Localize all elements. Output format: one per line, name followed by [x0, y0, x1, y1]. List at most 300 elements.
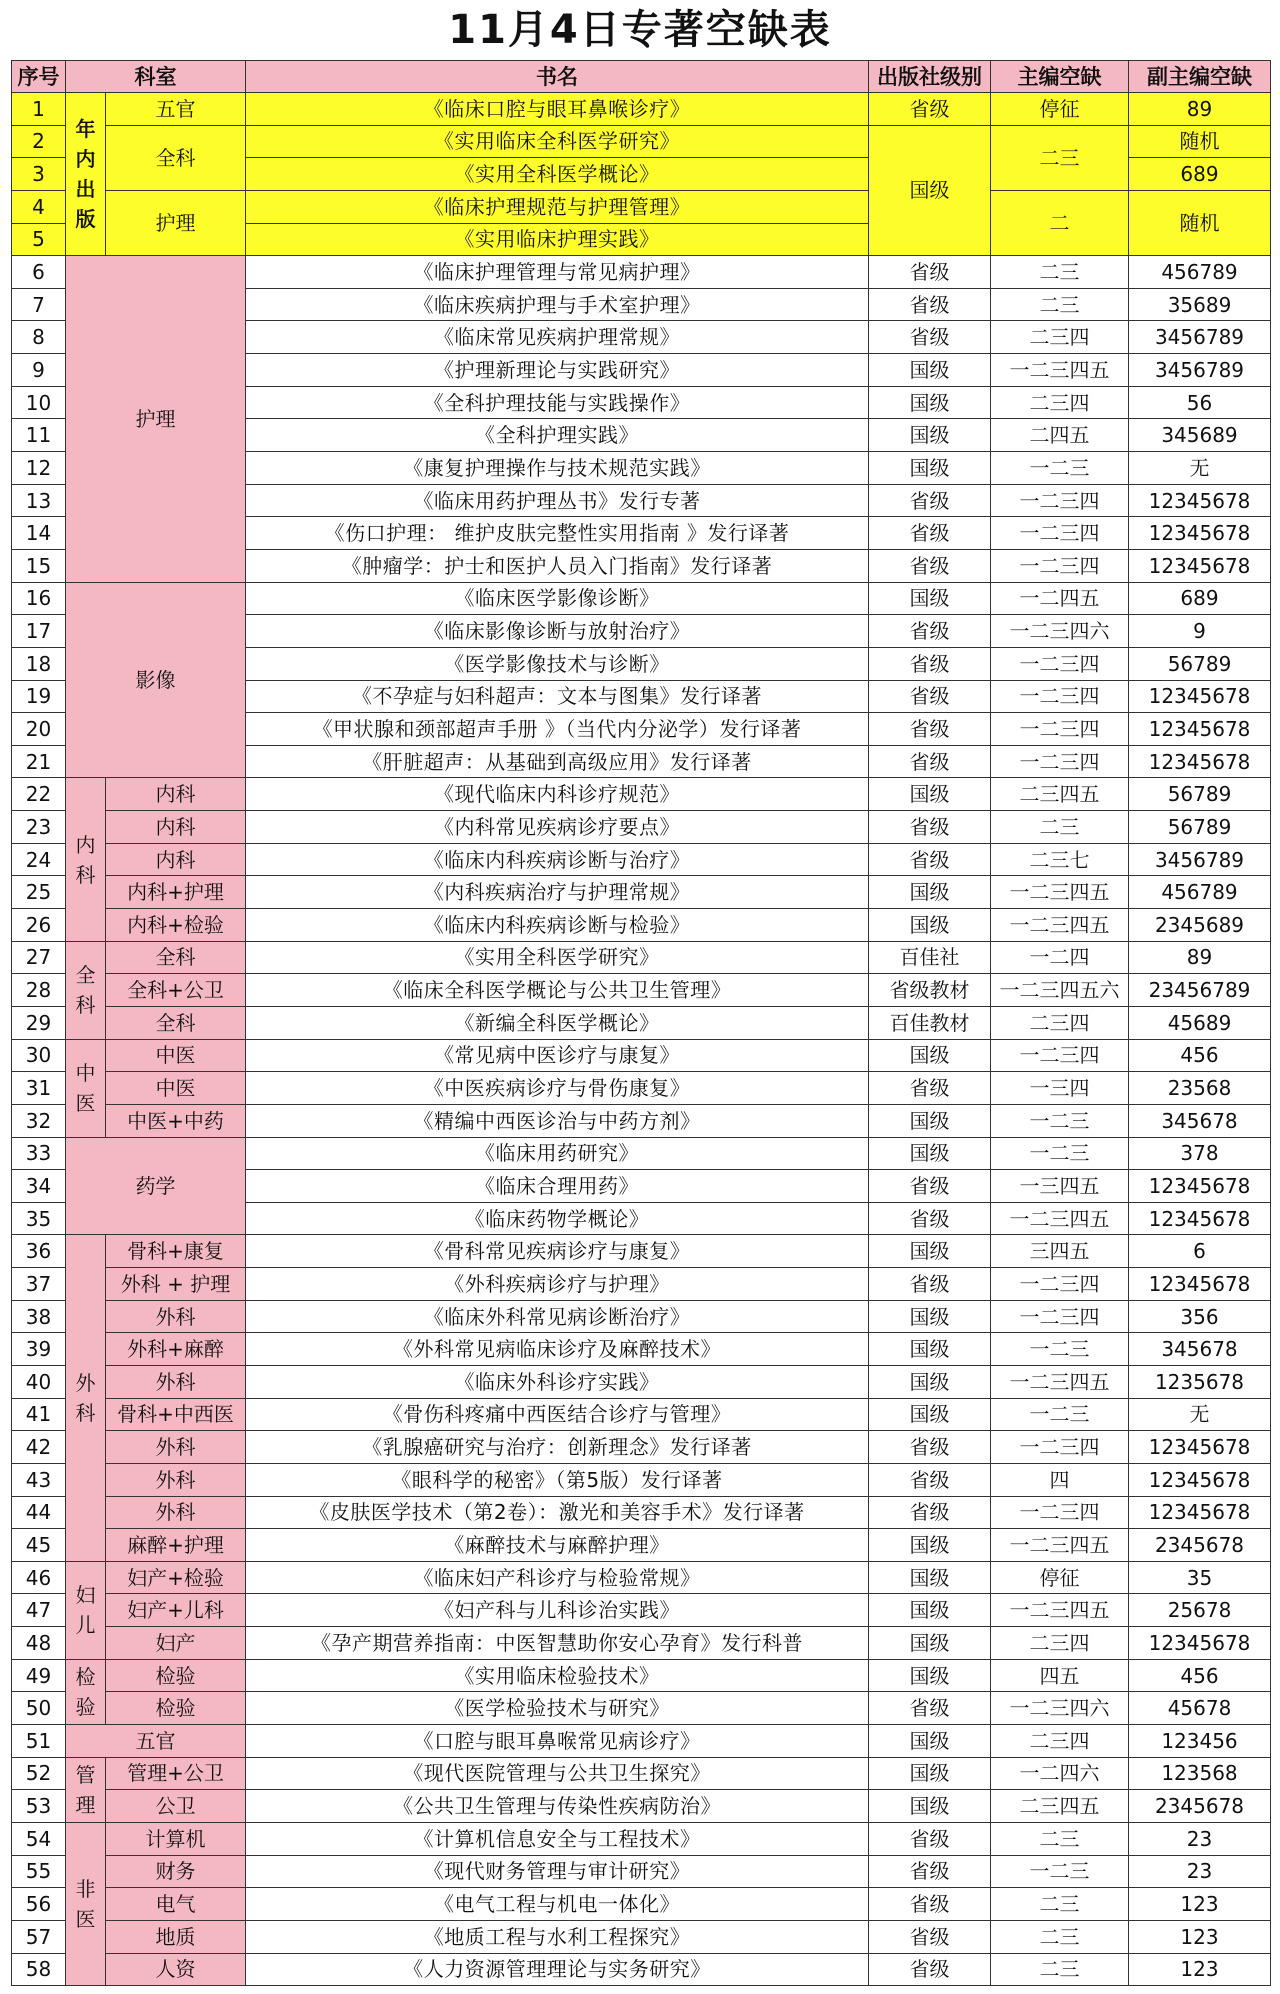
- press-cell: 省级: [869, 549, 991, 582]
- editor-cell: 一二三: [991, 1398, 1129, 1431]
- press-cell: 省级: [869, 1888, 991, 1921]
- dept-cell: 五官: [66, 1725, 246, 1758]
- deputy-cell: 123568: [1129, 1757, 1271, 1790]
- seq-cell: 8: [12, 321, 66, 354]
- deputy-cell: 9: [1129, 615, 1271, 648]
- dept-cell: 中医: [106, 1039, 246, 1072]
- dept-cell: 内科: [106, 843, 246, 876]
- table-row: [12, 1496, 1271, 1529]
- table-row: [12, 93, 1271, 126]
- seq-cell: 12: [12, 452, 66, 485]
- dept-cell: 妇产+儿科: [106, 1594, 246, 1627]
- editor-cell: 二三: [991, 1953, 1129, 1986]
- seq-cell: 43: [12, 1463, 66, 1496]
- deputy-cell: 345678: [1129, 1104, 1271, 1137]
- deputy-cell: 23: [1129, 1822, 1271, 1855]
- seq-cell: 9: [12, 354, 66, 387]
- dept-cell: 外科: [106, 1300, 246, 1333]
- editor-cell: 二三四: [991, 386, 1129, 419]
- seq-cell: 3: [12, 158, 66, 191]
- dept-cell: 财务: [106, 1855, 246, 1888]
- book-cell: 《常见病中医诊疗与康复》: [246, 1039, 869, 1072]
- seq-cell: 11: [12, 419, 66, 452]
- dept-cell: 骨科+中西医: [106, 1398, 246, 1431]
- dept-cell: 电气: [106, 1888, 246, 1921]
- book-cell: 《伤口护理： 维护皮肤完整性实用指南 》发行译著: [246, 517, 869, 550]
- press-cell: 省级: [869, 1170, 991, 1203]
- book-cell: 《口腔与眼耳鼻喉常见病诊疗》: [246, 1725, 869, 1758]
- press-cell: 国级: [869, 582, 991, 615]
- press-cell: 国级: [869, 778, 991, 811]
- dept-cell: 全科: [106, 1006, 246, 1039]
- press-cell: 国级: [869, 1627, 991, 1660]
- table-row: [12, 1920, 1271, 1953]
- editor-cell: 二三: [991, 811, 1129, 844]
- editor-cell: 一二三四: [991, 484, 1129, 517]
- book-cell: 《乳腺癌研究与治疗：创新理念》发行译著: [246, 1431, 869, 1464]
- dept-cell: 全科: [106, 941, 246, 974]
- book-cell: 《精编中西医诊治与中药方剂》: [246, 1104, 869, 1137]
- deputy-cell: 6: [1129, 1235, 1271, 1268]
- book-cell: 《临床外科诊疗实践》: [246, 1365, 869, 1398]
- seq-cell: 1: [12, 93, 66, 126]
- press-cell: 国级: [869, 1137, 991, 1170]
- press-cell: 省级: [869, 484, 991, 517]
- book-cell: 《实用全科医学研究》: [246, 941, 869, 974]
- dept-cell: 外科+麻醉: [106, 1333, 246, 1366]
- book-cell: 《外科常见病临床诊疗及麻醉技术》: [246, 1333, 869, 1366]
- editor-cell: 一二三: [991, 452, 1129, 485]
- press-cell: 国级: [869, 1104, 991, 1137]
- seq-cell: 4: [12, 190, 66, 223]
- deputy-cell: 2345678: [1129, 1790, 1271, 1823]
- table-row: [12, 1855, 1271, 1888]
- book-cell: 《现代临床内科诊疗规范》: [246, 778, 869, 811]
- deputy-cell: 35689: [1129, 288, 1271, 321]
- book-cell: 《临床用药研究》: [246, 1137, 869, 1170]
- deputy-cell: 123456: [1129, 1725, 1271, 1758]
- press-cell: 省级: [869, 288, 991, 321]
- press-cell: 省级: [869, 680, 991, 713]
- dept-cell: 妇产+检验: [106, 1561, 246, 1594]
- dept-cell: 妇产: [106, 1627, 246, 1660]
- year-group-label: [66, 93, 106, 256]
- press-cell: 国级: [869, 386, 991, 419]
- seq-cell: 15: [12, 549, 66, 582]
- table-row: [12, 1300, 1271, 1333]
- book-cell: 《现代医院管理与公共卫生探究》: [246, 1757, 869, 1790]
- seq-cell: 32: [12, 1104, 66, 1137]
- seq-cell: 51: [12, 1725, 66, 1758]
- seq-cell: 58: [12, 1953, 66, 1986]
- editor-cell: 二三: [991, 1822, 1129, 1855]
- press-cell: 国级: [869, 419, 991, 452]
- deputy-cell: 12345678: [1129, 1463, 1271, 1496]
- deputy-cell: 56789: [1129, 811, 1271, 844]
- vacancy-table: [11, 60, 1271, 1986]
- deputy-cell: 89: [1129, 93, 1271, 126]
- editor-cell: 一二三四: [991, 713, 1129, 746]
- seq-cell: 16: [12, 582, 66, 615]
- deputy-cell: 456: [1129, 1659, 1271, 1692]
- deputy-cell: 12345678: [1129, 1627, 1271, 1660]
- press-cell: 省级: [869, 843, 991, 876]
- seq-cell: 24: [12, 843, 66, 876]
- press-cell: 省级: [869, 1855, 991, 1888]
- seq-cell: 22: [12, 778, 66, 811]
- press-cell: 省级: [869, 256, 991, 289]
- book-cell: 《康复护理操作与技术规范实践》: [246, 452, 869, 485]
- editor-cell: 一二三四: [991, 549, 1129, 582]
- editor-cell: 一三四五: [991, 1170, 1129, 1203]
- table-row: [12, 1953, 1271, 1986]
- seq-cell: 50: [12, 1692, 66, 1725]
- dept-cell: 计算机: [106, 1822, 246, 1855]
- book-cell: 《临床影像诊断与放射治疗》: [246, 615, 869, 648]
- seq-cell: 18: [12, 647, 66, 680]
- book-cell: 《临床医学影像诊断》: [246, 582, 869, 615]
- dept-group-label: [66, 1561, 106, 1659]
- seq-cell: 40: [12, 1365, 66, 1398]
- book-cell: 《临床合理用药》: [246, 1170, 869, 1203]
- table-row: [12, 190, 1271, 223]
- table-row: [12, 1072, 1271, 1105]
- editor-cell: 二三: [991, 125, 1129, 190]
- deputy-cell: 1235678: [1129, 1365, 1271, 1398]
- table-row: [12, 941, 1271, 974]
- dept-group-label: [66, 1757, 106, 1822]
- deputy-cell: 3456789: [1129, 843, 1271, 876]
- press-cell: 省级: [869, 1202, 991, 1235]
- book-cell: 《临床内科疾病诊断与治疗》: [246, 843, 869, 876]
- press-cell: 国级: [869, 452, 991, 485]
- seq-cell: 25: [12, 876, 66, 909]
- seq-cell: 44: [12, 1496, 66, 1529]
- editor-cell: 停征: [991, 1561, 1129, 1594]
- editor-cell: 二三四: [991, 1627, 1129, 1660]
- seq-cell: 42: [12, 1431, 66, 1464]
- deputy-cell: 689: [1129, 158, 1271, 191]
- dept-group-text: 内科: [75, 832, 96, 887]
- dept-group-text: 妇儿: [75, 1583, 96, 1638]
- editor-cell: 二三: [991, 288, 1129, 321]
- press-cell: 省级: [869, 1463, 991, 1496]
- table-row: [12, 1333, 1271, 1366]
- deputy-cell: 45689: [1129, 1006, 1271, 1039]
- dept-group-text: 非医: [75, 1877, 96, 1932]
- editor-cell: 一二三四五: [991, 1365, 1129, 1398]
- table-row: [12, 1659, 1271, 1692]
- header-editor: 主编空缺: [991, 61, 1129, 93]
- seq-cell: 31: [12, 1072, 66, 1105]
- dept-group-label: [66, 1822, 106, 1985]
- press-cell: 国级: [869, 1659, 991, 1692]
- table-row: [12, 1137, 1271, 1170]
- press-cell: 省级: [869, 321, 991, 354]
- table-row: [12, 909, 1271, 942]
- editor-cell: 一二三四六: [991, 615, 1129, 648]
- editor-cell: 二三: [991, 1888, 1129, 1921]
- book-cell: 《现代财务管理与审计研究》: [246, 1855, 869, 1888]
- deputy-cell: 56789: [1129, 647, 1271, 680]
- dept-group-text: 检验: [75, 1664, 96, 1719]
- book-cell: 《公共卫生管理与传染性疾病防治》: [246, 1790, 869, 1823]
- editor-cell: 二三七: [991, 843, 1129, 876]
- book-cell: 《临床常见疾病护理常规》: [246, 321, 869, 354]
- editor-cell: 一二三四五: [991, 1529, 1129, 1562]
- book-cell: 《临床口腔与眼耳鼻喉诊疗》: [246, 93, 869, 126]
- book-cell: 《临床内科疾病诊断与检验》: [246, 909, 869, 942]
- press-cell: 国级: [869, 1594, 991, 1627]
- book-cell: 《甲状腺和颈部超声手册 》（当代内分泌学）发行译著: [246, 713, 869, 746]
- book-cell: 《实用临床检验技术》: [246, 1659, 869, 1692]
- seq-cell: 21: [12, 745, 66, 778]
- book-cell: 《眼科学的秘密》（第5版）发行译著: [246, 1463, 869, 1496]
- deputy-cell: 12345678: [1129, 1268, 1271, 1301]
- book-cell: 《全科护理技能与实践操作》: [246, 386, 869, 419]
- seq-cell: 6: [12, 256, 66, 289]
- dept-cell: 外科: [106, 1463, 246, 1496]
- table-row: [12, 1268, 1271, 1301]
- deputy-cell: 随机: [1129, 190, 1271, 255]
- deputy-cell: 12345678: [1129, 1170, 1271, 1203]
- seq-cell: 19: [12, 680, 66, 713]
- press-cell: 省级: [869, 647, 991, 680]
- dept-cell: 中医: [106, 1072, 246, 1105]
- seq-cell: 20: [12, 713, 66, 746]
- dept-cell: 全科+公卫: [106, 974, 246, 1007]
- deputy-cell: 3456789: [1129, 354, 1271, 387]
- deputy-cell: 12345678: [1129, 1496, 1271, 1529]
- deputy-cell: 12345678: [1129, 517, 1271, 550]
- seq-cell: 34: [12, 1170, 66, 1203]
- table-row: [12, 1692, 1271, 1725]
- editor-cell: 四: [991, 1463, 1129, 1496]
- dept-cell: 外科: [106, 1496, 246, 1529]
- editor-cell: 三四五: [991, 1235, 1129, 1268]
- table-row: [12, 125, 1271, 158]
- press-cell: 百佳社: [869, 941, 991, 974]
- table-row: [12, 1822, 1271, 1855]
- press-cell: 省级: [869, 1431, 991, 1464]
- dept-group-label: 护理: [66, 256, 246, 582]
- press-cell: 省级: [869, 1953, 991, 1986]
- press-cell: 省级: [869, 517, 991, 550]
- dept-cell: 麻醉+护理: [106, 1529, 246, 1562]
- deputy-cell: 23568: [1129, 1072, 1271, 1105]
- seq-cell: 26: [12, 909, 66, 942]
- editor-cell: 二三四: [991, 1725, 1129, 1758]
- deputy-cell: 345678: [1129, 1333, 1271, 1366]
- seq-cell: 5: [12, 223, 66, 256]
- press-cell: 国级: [869, 1039, 991, 1072]
- press-cell: 国级: [869, 1757, 991, 1790]
- dept-cell: 外科 + 护理: [106, 1268, 246, 1301]
- table-row: [12, 1365, 1271, 1398]
- header-press: 出版社级别: [869, 61, 991, 93]
- table-row: [12, 974, 1271, 1007]
- editor-cell: 二三: [991, 1920, 1129, 1953]
- header-row: [12, 61, 1271, 93]
- seq-cell: 36: [12, 1235, 66, 1268]
- header-deputy: 副主编空缺: [1129, 61, 1271, 93]
- seq-cell: 54: [12, 1822, 66, 1855]
- dept-cell: 人资: [106, 1953, 246, 1986]
- editor-cell: 二三四: [991, 321, 1129, 354]
- dept-cell: 五官: [106, 93, 246, 126]
- book-cell: 《人力资源管理理论与实务研究》: [246, 1953, 869, 1986]
- seq-cell: 45: [12, 1529, 66, 1562]
- press-cell: 国级: [869, 909, 991, 942]
- press-cell: 国级: [869, 1300, 991, 1333]
- dept-group-label: 影像: [66, 582, 246, 778]
- deputy-cell: 123: [1129, 1920, 1271, 1953]
- deputy-cell: 378: [1129, 1137, 1271, 1170]
- editor-cell: 一二四六: [991, 1757, 1129, 1790]
- press-cell: 省级: [869, 1692, 991, 1725]
- book-cell: 《医学检验技术与研究》: [246, 1692, 869, 1725]
- table-row: [12, 876, 1271, 909]
- editor-cell: 二四五: [991, 419, 1129, 452]
- editor-cell: 一二三: [991, 1333, 1129, 1366]
- deputy-cell: 23456789: [1129, 974, 1271, 1007]
- editor-cell: 一二三四: [991, 1039, 1129, 1072]
- dept-cell: 护理: [106, 190, 246, 255]
- deputy-cell: 3456789: [1129, 321, 1271, 354]
- editor-cell: 一二三四五: [991, 1202, 1129, 1235]
- deputy-cell: 12345678: [1129, 1202, 1271, 1235]
- book-cell: 《临床全科医学概论与公共卫生管理》: [246, 974, 869, 1007]
- deputy-cell: 45678: [1129, 1692, 1271, 1725]
- dept-cell: 内科: [106, 811, 246, 844]
- editor-cell: 二三四五: [991, 1790, 1129, 1823]
- press-cell: 国级: [869, 125, 991, 256]
- dept-group-label: [66, 778, 106, 941]
- dept-cell: 外科: [106, 1365, 246, 1398]
- header-dept: 科室: [66, 61, 246, 93]
- dept-group-label: [66, 1659, 106, 1724]
- book-cell: 《计算机信息安全与工程技术》: [246, 1822, 869, 1855]
- press-cell: 省级: [869, 93, 991, 126]
- book-cell: 《电气工程与机电一体化》: [246, 1888, 869, 1921]
- deputy-cell: 12345678: [1129, 680, 1271, 713]
- dept-cell: 管理+公卫: [106, 1757, 246, 1790]
- seq-cell: 49: [12, 1659, 66, 1692]
- table-row: [12, 1529, 1271, 1562]
- book-cell: 《肿瘤学：护士和医护人员入门指南》发行译著: [246, 549, 869, 582]
- editor-cell: 一二三四: [991, 745, 1129, 778]
- book-cell: 《不孕症与妇科超声：文本与图集》发行译著: [246, 680, 869, 713]
- editor-cell: 一二三: [991, 1104, 1129, 1137]
- seq-cell: 35: [12, 1202, 66, 1235]
- table-row: [12, 1725, 1271, 1758]
- press-cell: 省级: [869, 1072, 991, 1105]
- dept-cell: 骨科+康复: [106, 1235, 246, 1268]
- deputy-cell: 12345678: [1129, 1431, 1271, 1464]
- dept-group-label: 药学: [66, 1137, 246, 1235]
- book-cell: 《临床疾病护理与手术室护理》: [246, 288, 869, 321]
- table-row: [12, 582, 1271, 615]
- dept-group-label: [66, 1039, 106, 1137]
- table-row: [12, 1006, 1271, 1039]
- editor-cell: 一三四: [991, 1072, 1129, 1105]
- deputy-cell: 2345689: [1129, 909, 1271, 942]
- press-cell: 省级: [869, 615, 991, 648]
- editor-cell: 一二三四: [991, 1431, 1129, 1464]
- seq-cell: 46: [12, 1561, 66, 1594]
- press-cell: 省级: [869, 745, 991, 778]
- book-cell: 《皮肤医学技术（第2卷）：激光和美容手术》发行译著: [246, 1496, 869, 1529]
- deputy-cell: 56: [1129, 386, 1271, 419]
- book-cell: 《全科护理实践》: [246, 419, 869, 452]
- header-seq: 序号: [12, 61, 66, 93]
- table-row: [12, 1463, 1271, 1496]
- book-cell: 《外科疾病诊疗与护理》: [246, 1268, 869, 1301]
- book-cell: 《实用全科医学概论》: [246, 158, 869, 191]
- deputy-cell: 随机: [1129, 125, 1271, 158]
- book-cell: 《内科常见疾病诊疗要点》: [246, 811, 869, 844]
- seq-cell: 2: [12, 125, 66, 158]
- press-cell: 省级: [869, 1268, 991, 1301]
- editor-cell: 一二三四: [991, 1268, 1129, 1301]
- dept-group-label: [66, 1235, 106, 1561]
- seq-cell: 17: [12, 615, 66, 648]
- book-cell: 《实用临床全科医学研究》: [246, 125, 869, 158]
- deputy-cell: 无: [1129, 452, 1271, 485]
- book-cell: 《肝脏超声：从基础到高级应用》发行译著: [246, 745, 869, 778]
- book-cell: 《孕产期营养指南：中医智慧助你安心孕育》发行科普: [246, 1627, 869, 1660]
- table-row: [12, 1627, 1271, 1660]
- deputy-cell: 456789: [1129, 876, 1271, 909]
- press-cell: 省级: [869, 1920, 991, 1953]
- book-cell: 《医学影像技术与诊断》: [246, 647, 869, 680]
- seq-cell: 38: [12, 1300, 66, 1333]
- table-row: [12, 1888, 1271, 1921]
- deputy-cell: 456: [1129, 1039, 1271, 1072]
- table-row: [12, 1431, 1271, 1464]
- editor-cell: 一二四五: [991, 582, 1129, 615]
- seq-cell: 52: [12, 1757, 66, 1790]
- table-row: [12, 256, 1271, 289]
- dept-group-text: 外科: [75, 1371, 96, 1426]
- dept-cell: 内科+护理: [106, 876, 246, 909]
- seq-cell: 56: [12, 1888, 66, 1921]
- deputy-cell: 12345678: [1129, 713, 1271, 746]
- editor-cell: 一二三四五: [991, 876, 1129, 909]
- editor-cell: 一二三: [991, 1137, 1129, 1170]
- table-row: [12, 778, 1271, 811]
- table-row: [12, 811, 1271, 844]
- deputy-cell: 12345678: [1129, 745, 1271, 778]
- seq-cell: 27: [12, 941, 66, 974]
- press-cell: 省级教材: [869, 974, 991, 1007]
- editor-cell: 四五: [991, 1659, 1129, 1692]
- editor-cell: 一二三四: [991, 680, 1129, 713]
- press-cell: 百佳教材: [869, 1006, 991, 1039]
- book-cell: 《麻醉技术与麻醉护理》: [246, 1529, 869, 1562]
- editor-cell: 一二三: [991, 1855, 1129, 1888]
- dept-cell: 外科: [106, 1431, 246, 1464]
- table-row: [12, 843, 1271, 876]
- seq-cell: 39: [12, 1333, 66, 1366]
- editor-cell: 一二三四: [991, 1300, 1129, 1333]
- press-cell: 国级: [869, 1333, 991, 1366]
- table-row: [12, 1398, 1271, 1431]
- deputy-cell: 12345678: [1129, 549, 1271, 582]
- editor-cell: 二: [991, 190, 1129, 255]
- press-cell: 国级: [869, 354, 991, 387]
- dept-cell: 地质: [106, 1920, 246, 1953]
